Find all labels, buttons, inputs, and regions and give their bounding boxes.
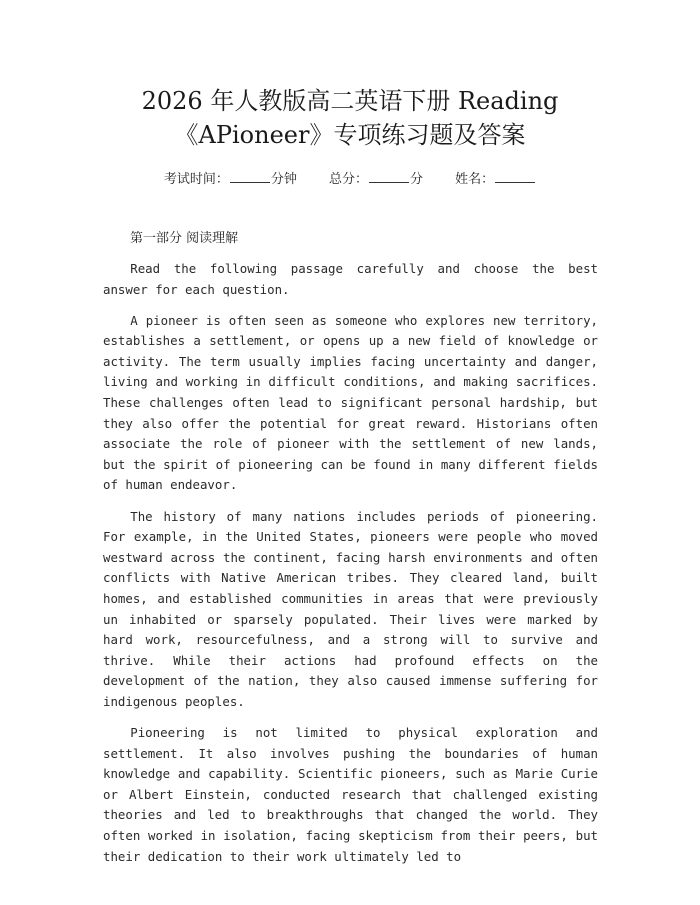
- exam-time-field: [164, 172, 301, 187]
- exam-time-label: 考试时间：: [163, 172, 229, 187]
- total-score-field: [329, 172, 427, 187]
- instruction-paragraph: Read the following passage carefully and choose the best answer for each question.: [103, 261, 598, 297]
- exam-time-unit: 分钟: [270, 172, 297, 187]
- total-score-blank[interactable]: [369, 170, 409, 183]
- student-name-field: [455, 172, 536, 187]
- passage-paragraph-2: The history of many nations includes periods of pioneering. For example, in the United States, pioneers were people who moved westward across the continent, facing harsh environments and often conflicts with Native American tribes. They cleared land, built homes, and established communities in areas that were previously un inhabited or sparsely populated. Their lives were marked by hard work, resourcefulness, and a strong will to survive and thrive. While their actions had profound effects on the development of the nation, they also caused immense suffering for indigenous peoples.: [103, 508, 598, 709]
- total-score-label: 总分：: [328, 172, 368, 187]
- document-title-line-2: 《APioneer》专项练习题及答案: [174, 121, 526, 149]
- exam-info-line: [0, 170, 700, 189]
- exam-time-blank[interactable]: [230, 170, 270, 183]
- student-name-label: 姓名：: [455, 172, 495, 187]
- section-heading: 第一部分 阅读理解: [130, 231, 239, 246]
- total-score-unit: 分: [410, 172, 424, 187]
- reading-passage: [103, 259, 598, 878]
- document-title-line-1: 2026 年人教版高二英语下册 Reading: [141, 87, 559, 115]
- passage-paragraph-3: Pioneering is not limited to physical exploration and settlement. It also involves pushing the boundaries of human knowledge and capability. Scientific pioneers, such as Marie Curie or Albert Einstein, conducted research that challenged existing theories and led to breakthroughs that changed the world. They often worked in isolation, facing skepticism from their peers, but their dedication to their work ultimately led to: [103, 724, 598, 864]
- passage-paragraph-1: A pioneer is often seen as someone who explores new territory, establishes a settlement, or opens up a new field of knowledge or activity. The term usually implies facing uncertainty and danger, living and working in difficult conditions, and making sacrifices. These challenges often lead to significant personal hardship, but they also offer the potential for great reward. Historians often associate the role of pioneer with the settlement of new lands, but the spirit of pioneering can be found in many different fields of human endeavor.: [103, 312, 598, 493]
- student-name-blank[interactable]: [495, 170, 535, 183]
